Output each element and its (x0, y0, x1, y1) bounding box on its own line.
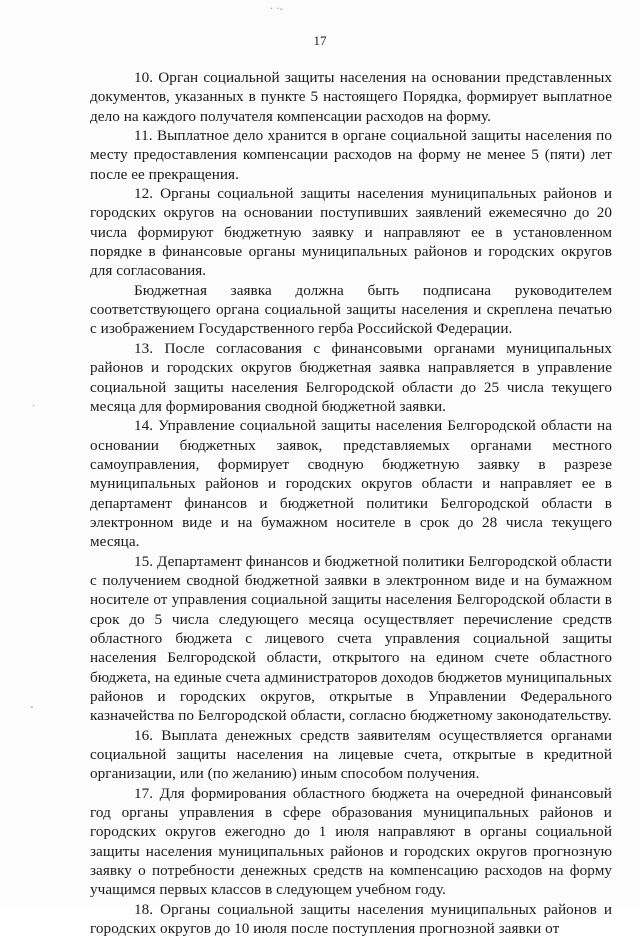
paragraph-15: 15. Департамент финансов и бюджетной политики Белгородской области с получением сводной бюджетной заявки в электронном виде и на бумажном носителе от управления социальной защиты населения Белгородской области в срок до 5 числа следующего месяца осуществляет перечисление средств областного бюджета с лицевого счета управления социальной защиты населения Белгородской области, открытого на едином счете областного бюджета, на единые счета администраторов доходов бюджетов муниципальных районов и городских округов, открытые в Управлении Федерального казначейства по Белгородской области, согласно бюджетному законодательству. (90, 552, 612, 725)
document-body (90, 68, 612, 938)
page-number: 17 (313, 33, 327, 48)
paragraph-11: 11. Выплатное дело хранится в органе социальной защиты населения по месту предоставления компенсации расходов на форму не менее 5 (пяти) лет после ее прекращения. (90, 127, 612, 183)
paragraph-17: 17. Для формирования областного бюджета на очередной финансовый год органы управления в сфере образования муниципальных районов и городских округов ежегодно до 1 июля направляют в органы социальной защиты населения муниципальных районов и городских округов прогнозную заявку о потребности денежных средств на компенсацию расходов на форму учащимся первых классов в следующем учебном году. (90, 784, 612, 899)
scan-artifact: . (32, 398, 36, 409)
paragraph-14: 14. Управление социальной защиты населения Белгородской области на основании бюджетных заявок, представляемых органами местного самоуправления, формирует сводную бюджетную заявку в разрезе муниципальных районов и городских округов области и направляет ее в департамент финансов и бюджетной политики Белгородской области в электронном виде и на бумажном носителе в срок до 28 числа текущего месяца. (90, 417, 612, 551)
paragraph-16: 16. Выплата денежных средств заявителям осуществляется органами социальной защиты населения на лицевые счета, открытые в кредитной организации, или (по желанию) иным способом получения. (90, 726, 612, 783)
paragraph-18: 18. Органы социальной защиты населения муниципальных районов и городских округов до 10 июля после поступления прогнозной заявки от (90, 900, 612, 938)
paragraph-10: 10. Орган социальной защиты населения на основании представленных документов, указанных в пункте 5 настоящего Порядка, формирует выплатное дело на каждого получателя компенсации расходов на форму. (90, 69, 612, 125)
paragraph-12: 12. Органы социальной защиты населения муниципальных районов и городских округов на основании поступивших заявлений ежемесячно до 20 числа формируют бюджетную заявку и направляют ее в установленном порядке в финансовые органы муниципальных районов и городских округов для согласования. (90, 185, 612, 280)
scan-artifact: ‐ (30, 702, 34, 713)
paragraph-13: 13. После согласования с финансовыми органами муниципальных районов и городских округов бюджетная заявка направляется в управление социальной защиты населения Белгородской области до 25 числа текущего месяца для формирования сводной бюджетной заявки. (90, 339, 612, 415)
paragraph-budget-request: Бюджетная заявка должна быть подписана руководителем соответствующего органа социальной защиты населения и скреплена печатью с изображением Государственного герба Российской Федерации. (90, 281, 612, 338)
scan-artifact: · ·‐ (270, 4, 284, 15)
